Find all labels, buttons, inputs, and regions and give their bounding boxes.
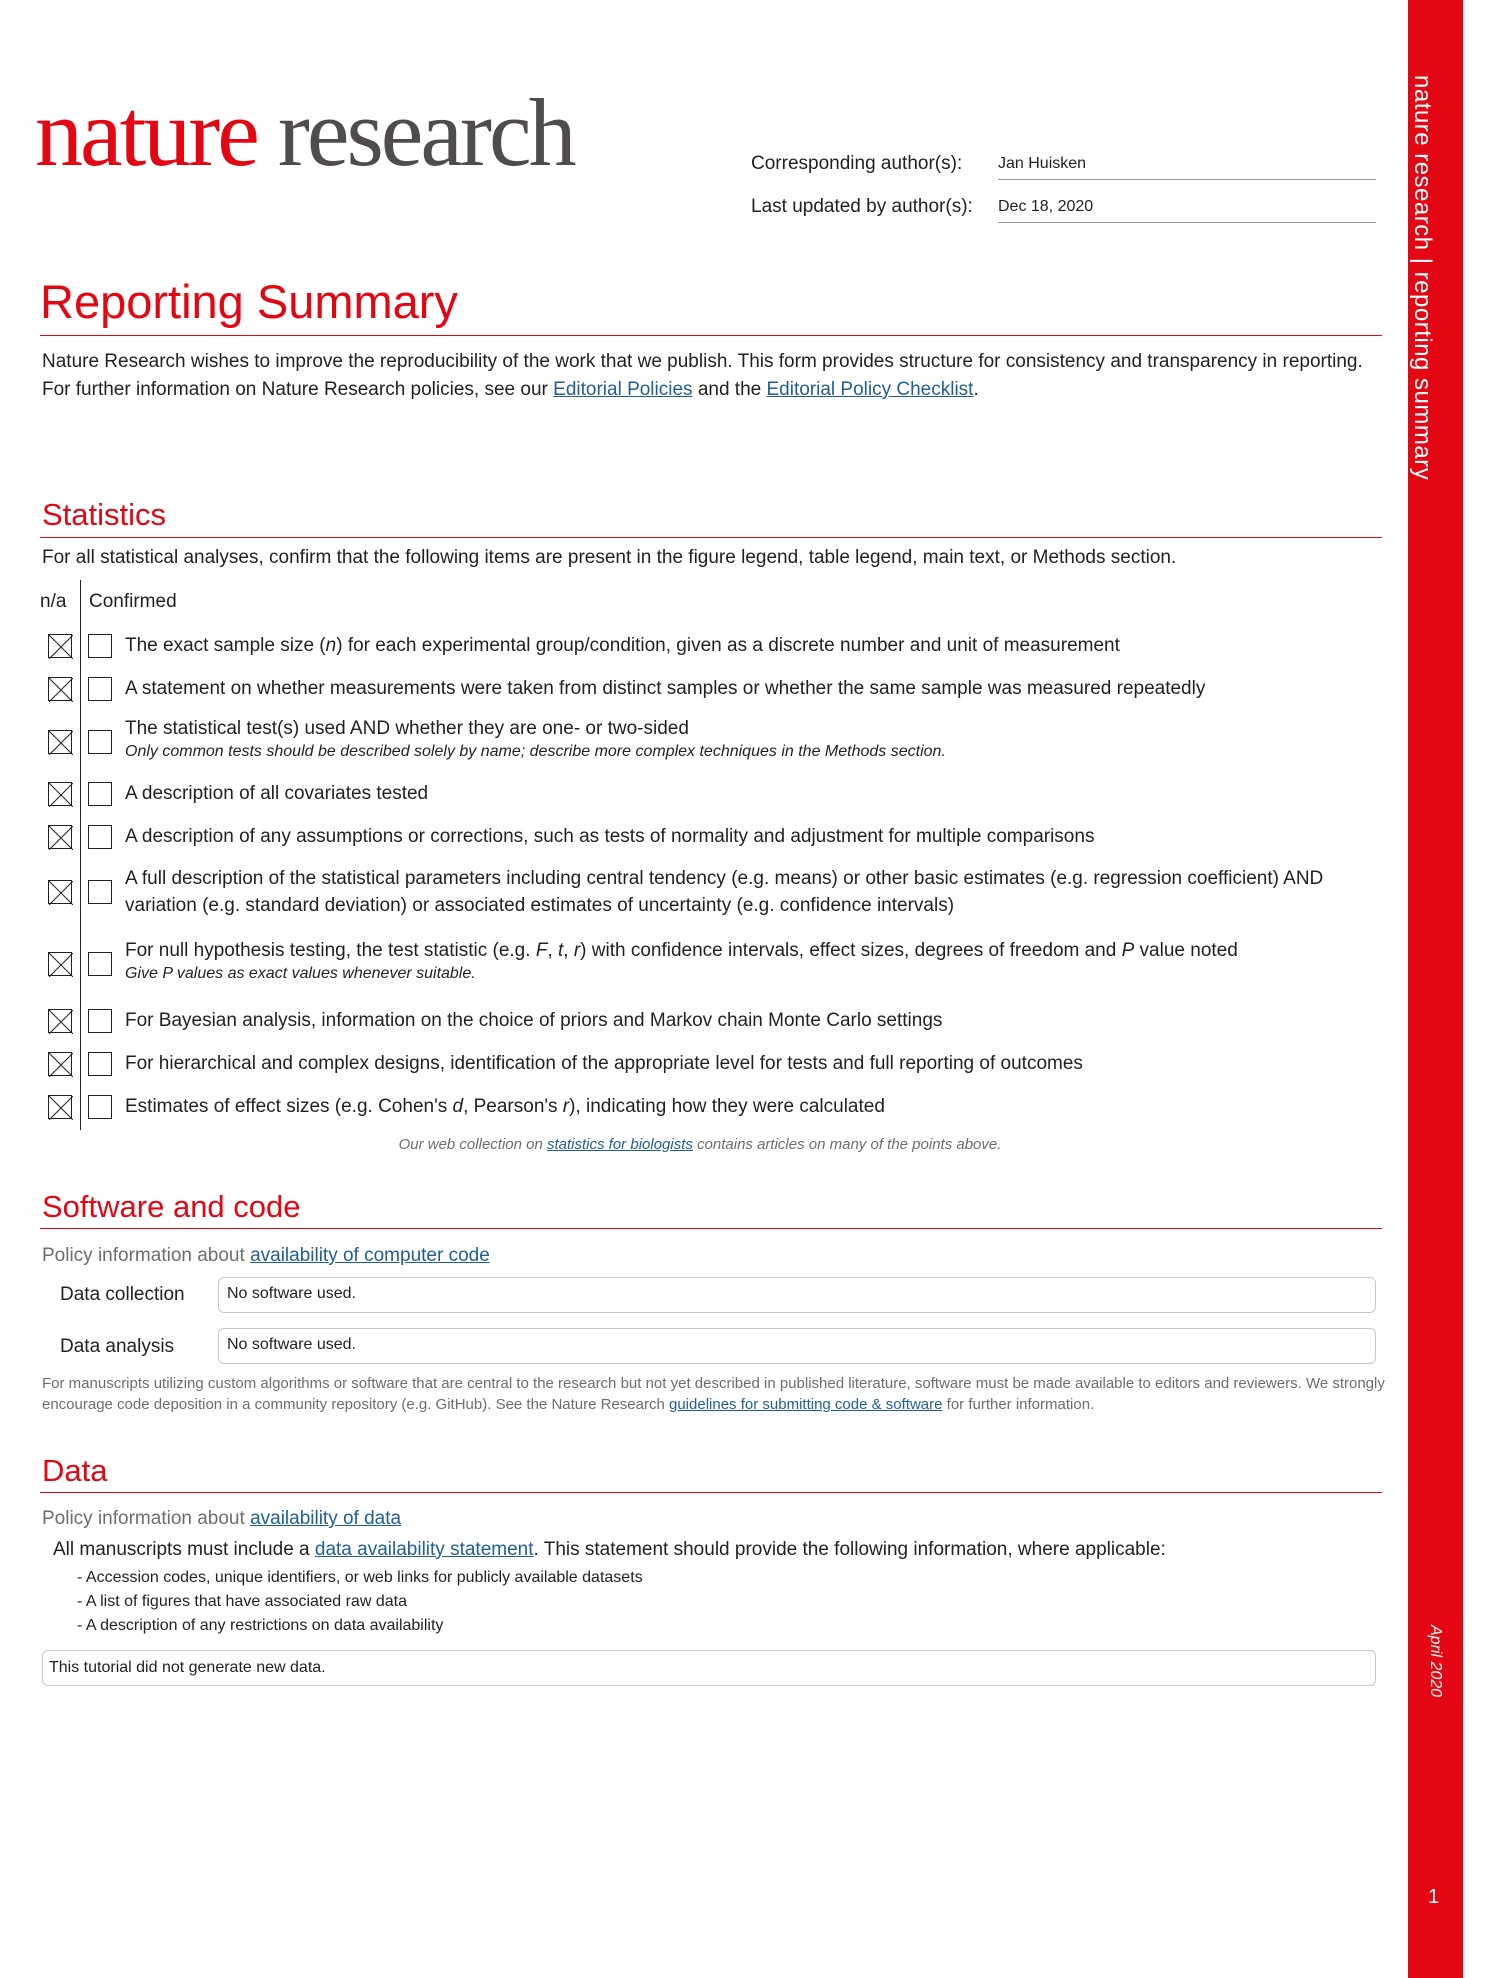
x-mark-icon [49,678,73,702]
sidebar-title: nature research | reporting summary [1409,75,1436,481]
na-checkbox-checked[interactable] [48,677,72,701]
data-availability-statement-link[interactable]: data availability statement [314,1539,534,1560]
intro-text-3: . [973,379,979,400]
policy-text: Policy information about [42,1245,251,1266]
code-guidelines-link[interactable]: guidelines for submitting code & software [669,1396,943,1413]
confirmed-checkbox[interactable] [88,825,112,849]
sidebar-date: April 2020 [1427,1625,1444,1698]
corresponding-author-label: Corresponding author(s): [751,153,963,174]
confirmed-checkbox[interactable] [88,634,112,658]
software-divider [40,1228,1382,1229]
data-divider [40,1492,1382,1493]
nature-research-logo [35,79,574,186]
intro-text-1: Nature Research wishes to improve the reproducibility of the work that we publish. This form provides structure for consistency and transparency in reporting. For further information on Nature Research policies, see our [42,351,1363,400]
data-analysis-field[interactable]: No software used. [218,1328,1376,1364]
data-analysis-label: Data analysis [60,1336,175,1357]
x-mark-icon [49,635,73,659]
item-text: , Pearson's [463,1096,563,1117]
na-checkbox-checked[interactable] [48,952,72,976]
na-checkbox-checked[interactable] [48,782,72,806]
item-subnote: Only common tests should be described solely by name; describe more complex techniques in the Methods section. [125,743,946,760]
software-note [42,1373,1387,1415]
x-mark-icon [49,783,73,807]
software-heading: Software and code [42,1189,301,1224]
item-italic: r [573,940,581,961]
policy-text: Policy information about [42,1508,251,1529]
editorial-policies-link[interactable]: Editorial Policies [553,379,693,400]
statistics-item [125,632,1387,659]
item-text: ) for each experimental group/condition, given as a discrete number and unit of measurement [336,635,1120,656]
confirmed-checkbox[interactable] [88,677,112,701]
note-text: for further information. [942,1396,1095,1413]
statistics-item [125,715,1387,762]
item-text: Estimates of effect sizes (e.g. Cohen's [125,1096,453,1117]
logo-word-nature: nature [35,79,257,186]
item-italic: F [535,940,548,961]
data-statement [53,1536,1383,1564]
last-updated-label: Last updated by author(s): [751,196,973,217]
na-checkbox-checked[interactable] [48,880,72,904]
column-header-confirmed: Confirmed [89,591,177,612]
logo-word-research: research [277,79,574,186]
confirmed-checkbox[interactable] [88,730,112,754]
page-title: Reporting Summary [40,275,458,328]
statistics-item: A full description of the statistical parameters including central tendency (e.g. means) or other basic estimates (e.g. regression coefficient) AND variation (e.g. standard deviation) or associated estimates of uncertainty (e.g. confidence intervals) [125,868,1324,916]
confirmed-checkbox[interactable] [88,952,112,976]
intro-paragraph [42,348,1382,404]
item-text: ) with confidence intervals, effect sizes, degrees of freedom and [580,940,1122,961]
availability-of-data-link[interactable]: availability of data [250,1508,402,1529]
statistics-intro: For all statistical analyses, confirm that the following items are present in the figure legend, table legend, main text, or Methods section. [42,547,1177,568]
data-bullet: - A list of figures that have associated raw data [77,1593,407,1610]
note-text: For manuscripts utilizing custom algorithms or software that are central to the research but not yet described in published literature, software must be made available to editors and reviewers. We strongly encourage code deposition in a community repository (e.g. GitHub). See the Nature Research [42,1375,1385,1413]
data-collection-label: Data collection [60,1284,185,1305]
confirmed-checkbox[interactable] [88,1009,112,1033]
column-header-na: n/a [40,591,67,612]
na-checkbox-checked[interactable] [48,634,72,658]
item-subnote: Give P values as exact values whenever suitable. [125,965,476,982]
statistics-note [0,1136,1400,1153]
x-mark-icon [49,1053,73,1077]
software-policy [42,1245,490,1267]
item-text: The exact sample size ( [125,635,326,656]
statistics-item: For Bayesian analysis, information on the choice of priors and Markov chain Monte Carlo settings [125,1010,943,1031]
note-text: Our web collection on [398,1136,547,1153]
corresponding-author-field[interactable]: Jan Huisken [998,155,1376,180]
item-italic: n [325,635,337,656]
item-text: , [563,940,574,961]
page-number: 1 [1428,1886,1440,1908]
data-collection-field[interactable]: No software used. [218,1277,1376,1313]
item-italic: r [562,1096,570,1117]
item-italic: P [1121,940,1135,961]
item-italic: d [452,1096,464,1117]
confirmed-checkbox[interactable] [88,1052,112,1076]
statistics-heading: Statistics [42,497,167,532]
item-text: The statistical test(s) used AND whether they are one- or two-sided [125,718,689,739]
statistics-item: A description of all covariates tested [125,783,429,804]
confirmed-checkbox[interactable] [88,1095,112,1119]
x-mark-icon [49,731,73,755]
editorial-policy-checklist-link[interactable]: Editorial Policy Checklist [766,379,974,400]
data-availability-field[interactable]: This tutorial did not generate new data. [42,1650,1376,1686]
statistics-item [125,1093,1387,1120]
na-checkbox-checked[interactable] [48,1095,72,1119]
na-checkbox-checked[interactable] [48,1052,72,1076]
intro-text-2: and the [692,379,767,400]
na-checkbox-checked[interactable] [48,730,72,754]
item-text: , [547,940,558,961]
statistics-divider [40,537,1382,538]
data-bullet: - Accession codes, unique identifiers, or web links for publicly available datasets [77,1569,643,1586]
statement-text: . This statement should provide the following information, where applicable: [533,1539,1166,1560]
x-mark-icon [49,953,73,977]
data-policy [42,1508,401,1530]
statistics-item: A statement on whether measurements were taken from distinct samples or whether the same sample was measured repeatedly [125,678,1206,699]
availability-of-code-link[interactable]: availability of computer code [250,1245,490,1266]
na-checkbox-checked[interactable] [48,1009,72,1033]
title-divider [40,335,1382,336]
column-divider [80,580,81,1130]
confirmed-checkbox[interactable] [88,880,112,904]
x-mark-icon [49,1096,73,1120]
x-mark-icon [49,826,73,850]
item-text: For null hypothesis testing, the test statistic (e.g. [125,940,536,961]
data-heading: Data [42,1453,108,1488]
last-updated-field[interactable]: Dec 18, 2020 [998,198,1376,223]
item-text: value noted [1134,940,1238,961]
statement-text: All manuscripts must include a [53,1539,315,1560]
note-text: contains articles on many of the points above. [692,1136,1002,1153]
item-italic: t [557,940,564,961]
na-checkbox-checked[interactable] [48,825,72,849]
data-bullet: - A description of any restrictions on data availability [77,1617,444,1634]
statistics-item: For hierarchical and complex designs, identification of the appropriate level for tests and full reporting of outcomes [125,1053,1083,1074]
statistics-item [125,937,1387,984]
confirmed-checkbox[interactable] [88,782,112,806]
x-mark-icon [49,1010,73,1034]
x-mark-icon [49,881,73,905]
item-text: ), indicating how they were calculated [569,1096,885,1117]
statistics-for-biologists-link[interactable]: statistics for biologists [547,1136,693,1153]
statistics-item: A description of any assumptions or corrections, such as tests of normality and adjustment for multiple comparisons [125,826,1095,847]
